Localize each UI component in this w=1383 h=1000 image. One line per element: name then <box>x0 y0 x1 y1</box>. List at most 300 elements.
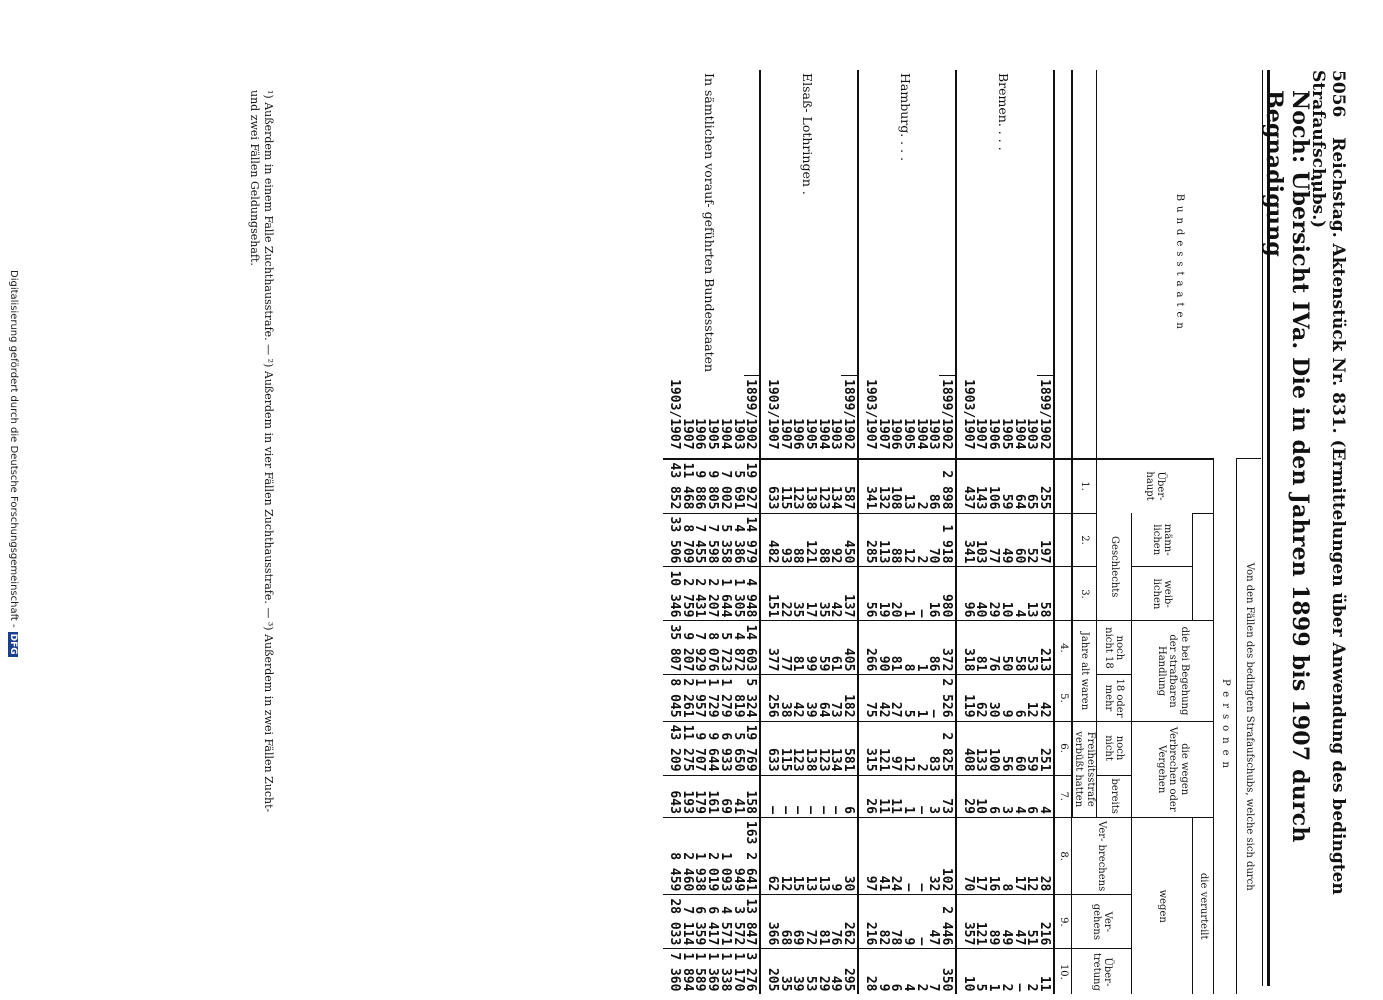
value-cell-col-7: 3 <box>927 775 940 817</box>
value-cell-col-6: 12 <box>901 721 914 775</box>
value-cell-col-8: 2 460 <box>680 817 693 894</box>
year-cell: 1907 <box>777 418 793 450</box>
value-cell-col-3: 151 <box>760 567 778 621</box>
running-head <box>1308 70 1348 1000</box>
value-cell-col-6: 5 650 <box>731 721 744 775</box>
footnote-line-1: ¹) Außerdem in einem Falle Zuchthausstrafe. — ²) Außerdem in vier Fällen Zuchthausstrafe. — ³) Außerdem in zwei Fällen Zucht- <box>262 90 275 813</box>
value-cell-col-10: 9 <box>876 949 889 995</box>
year-cell: 1903/1907 <box>960 379 976 450</box>
value-cell-col-8: 70 <box>956 817 974 894</box>
value-cell-col-9: 262 <box>841 895 858 949</box>
value-cell-col-1: 633 <box>760 459 778 513</box>
value-cell-col-1: 108 <box>889 459 902 513</box>
value-cell-col-1: 138 <box>803 459 816 513</box>
value-cell-col-7: 11 <box>889 775 902 817</box>
value-cell-col-8: 32 <box>927 817 940 894</box>
value-cell-col-5: 2 526 <box>939 675 956 721</box>
value-cell-col-3: 137 <box>841 567 858 621</box>
year-cell: 1904 <box>913 418 929 450</box>
value-cell-col-4: 405 <box>841 621 858 675</box>
value-cell-col-9: 47 <box>1012 895 1025 949</box>
value-cell-col-3: 1 <box>901 567 914 621</box>
value-cell-col-6: 581 <box>841 721 858 775</box>
value-cell-col-7: — <box>914 775 927 817</box>
verbrechens-header: Ver- brechens <box>1072 817 1132 894</box>
value-cell-col-9: 4 571 <box>718 895 731 949</box>
value-cell-col-6: 56 <box>999 721 1012 775</box>
value-cell-col-7: 3 <box>999 775 1012 817</box>
value-cell-col-2: 5 358 <box>718 513 731 567</box>
value-cell-col-6: 11 275 <box>680 721 693 775</box>
value-cell-col-6: 100 <box>986 721 999 775</box>
year-cell: 1904 <box>815 418 831 450</box>
value-cell-col-10: 7 <box>927 949 940 995</box>
value-cell-col-10: 53 <box>803 949 816 995</box>
value-cell-col-6: 133 <box>974 721 987 775</box>
wegen-verbrechen-header: die wegen Verbrechen oder Vergehen <box>1132 721 1214 817</box>
value-cell-col-7: 1 <box>901 775 914 817</box>
value-cell-col-1: 134 <box>829 459 842 513</box>
value-cell-col-5: 119 <box>956 675 974 721</box>
table-row <box>939 70 956 994</box>
year-cell: 1903 <box>1024 418 1040 450</box>
value-cell-col-7: — <box>829 775 842 817</box>
year-cell: 1899/1902 <box>744 376 761 459</box>
year-cell: 1906 <box>790 418 806 450</box>
value-cell-col-2: 88 <box>889 513 902 567</box>
value-cell-col-2: 88 <box>791 513 804 567</box>
table-row <box>744 70 761 994</box>
value-cell-col-8: 12 <box>778 817 791 894</box>
year-cell: 1907 <box>679 418 695 450</box>
year-cell: 1903 <box>828 418 844 450</box>
value-cell-col-9: 6 417 <box>705 895 718 949</box>
value-cell-col-8: 2 019 <box>705 817 718 894</box>
value-cell-col-3: 16 <box>927 567 940 621</box>
value-cell-col-1: 115 <box>778 459 791 513</box>
value-cell-col-2: 285 <box>858 513 876 567</box>
value-cell-col-3: 96 <box>956 567 974 621</box>
value-cell-col-10: 2 <box>999 949 1012 995</box>
value-cell-col-5: 5 <box>901 675 914 721</box>
value-cell-col-2: 1 918 <box>939 513 956 567</box>
value-cell-col-1: 123 <box>791 459 804 513</box>
vergehens-header: Ver- gehens <box>1072 895 1132 949</box>
achtzehn-oder-mehr-header: 18 oder mehr <box>1097 675 1132 721</box>
value-cell-col-5: 8 045 <box>663 675 680 721</box>
table-row <box>841 70 858 994</box>
column-number-3: 3. <box>1072 567 1097 621</box>
value-cell-col-10: 1 <box>986 949 999 995</box>
value-cell-col-4: 14 603 <box>744 621 761 675</box>
state-name: In sämtlichen vorauf- geführten Bundesstaaten <box>663 70 760 376</box>
value-cell-col-9: 89 <box>986 895 999 949</box>
value-cell-col-4: 59 <box>816 621 829 675</box>
value-cell-col-1: 587 <box>841 459 858 513</box>
value-cell-col-7: 10 <box>974 775 987 817</box>
state-name: Hamburg. . . . <box>858 70 956 376</box>
value-cell-col-2: 60 <box>1012 513 1025 567</box>
value-cell-col-7: 161 <box>705 775 718 817</box>
value-cell-col-5: 6 <box>1012 675 1025 721</box>
value-cell-col-8: 12 <box>1025 817 1038 894</box>
value-cell-col-6: 115 <box>778 721 791 775</box>
value-cell-col-9: 216 <box>1037 895 1054 949</box>
bei-begehung-header: die bei Begehung der strafbaren Handlung <box>1132 621 1214 721</box>
value-cell-col-3: 980 <box>939 567 956 621</box>
value-cell-col-7: 11 <box>876 775 889 817</box>
personen-header: Personen <box>1214 459 1237 995</box>
value-cell-col-7: 158 <box>744 775 761 817</box>
value-cell-col-1: 7 002 <box>718 459 731 513</box>
value-cell-col-7: 6 <box>986 775 999 817</box>
year-cell: 1903/1907 <box>667 379 683 450</box>
value-cell-col-4: 81 <box>974 621 987 675</box>
value-cell-col-5: 42 <box>791 675 804 721</box>
blank-number-cell <box>1054 567 1072 621</box>
value-cell-col-10: 35 <box>778 949 791 995</box>
value-cell-col-3: 42 <box>829 567 842 621</box>
value-cell-col-9: 13 847 <box>744 895 761 949</box>
value-cell-col-8: 62 <box>760 817 778 894</box>
value-cell-col-9: — <box>914 895 927 949</box>
statistics-table <box>663 70 1261 994</box>
value-cell-col-5: 42 <box>1037 675 1054 721</box>
value-cell-col-3: 1 644 <box>718 567 731 621</box>
value-cell-col-4: 8 <box>901 621 914 675</box>
value-cell-col-7: — <box>778 775 791 817</box>
value-cell-col-4: 35 807 <box>663 621 680 675</box>
value-cell-col-2: 450 <box>841 513 858 567</box>
value-cell-col-6: 408 <box>956 721 974 775</box>
value-cell-col-6: 43 209 <box>663 721 680 775</box>
value-cell-col-7: — <box>816 775 829 817</box>
value-cell-col-2: 8 709 <box>680 513 693 567</box>
value-cell-col-2: 12 <box>901 513 914 567</box>
value-cell-col-8: 28 <box>1037 817 1054 894</box>
value-cell-col-2: 482 <box>760 513 778 567</box>
column-number-1: 1. <box>1072 459 1097 513</box>
value-cell-col-9: 78 <box>889 895 902 949</box>
value-cell-col-7: 26 <box>858 775 876 817</box>
year-cell: 1905 <box>998 418 1014 450</box>
value-cell-col-10: 1 170 <box>731 949 744 995</box>
value-cell-col-10: 11 <box>1037 949 1054 995</box>
column-number-8: 8. <box>1054 817 1072 894</box>
value-cell-col-1: 123 <box>816 459 829 513</box>
value-cell-col-3: 4 948 <box>744 567 761 621</box>
value-cell-col-6: 9 707 <box>693 721 706 775</box>
value-cell-col-4: 372 <box>939 621 956 675</box>
die-verurteilt-header: die verurteilt <box>1193 817 1214 994</box>
value-cell-col-3: 10 <box>999 567 1012 621</box>
value-cell-col-8: 13 <box>816 817 829 894</box>
value-cell-col-2: 88 <box>816 513 829 567</box>
year-cell: 1905 <box>803 418 819 450</box>
table-title: Noch: Übersicht IVa. Die in den Jahren 1899 bis 1907 durch Begnadigung <box>1261 90 1313 843</box>
value-cell-col-8: 163 2 641 <box>744 817 761 894</box>
value-cell-col-2: 7 455 <box>693 513 706 567</box>
value-cell-col-6: 138 <box>803 721 816 775</box>
value-cell-col-10: 205 <box>760 949 778 995</box>
value-cell-col-10: 350 <box>939 949 956 995</box>
value-cell-col-2: 49 <box>999 513 1012 567</box>
footnotes <box>247 90 275 812</box>
value-cell-col-5: 182 <box>841 675 858 721</box>
year-cell: 1903 <box>926 418 942 450</box>
value-cell-col-4: 213 <box>1037 621 1054 675</box>
column-number-9: 9. <box>1054 895 1072 949</box>
value-cell-col-9: 6 359 <box>693 895 706 949</box>
column-number-2: 2. <box>1072 513 1097 567</box>
value-cell-col-4: 81 <box>791 621 804 675</box>
value-cell-col-5: 27 <box>889 675 902 721</box>
value-cell-col-1: 2 898 <box>939 459 956 513</box>
value-cell-col-7: — <box>760 775 778 817</box>
value-cell-col-10: 49 <box>829 949 842 995</box>
noch-nicht-18-header: noch nicht 18 <box>1097 621 1132 675</box>
value-cell-col-7: 73 <box>939 775 956 817</box>
value-cell-col-8: 8 459 <box>663 817 680 894</box>
blank-number-cell <box>1054 513 1072 567</box>
value-cell-col-7: 29 <box>956 775 974 817</box>
value-cell-col-2: 341 <box>956 513 974 567</box>
value-cell-col-3: 58 <box>1037 567 1054 621</box>
value-cell-col-9: 49 <box>999 895 1012 949</box>
value-cell-col-2: 70 <box>927 513 940 567</box>
value-cell-col-8: 30 <box>841 817 858 894</box>
value-cell-col-5: 1 <box>914 675 927 721</box>
value-cell-col-10: — <box>1012 949 1025 995</box>
year-cell: 1899/1902 <box>939 376 956 459</box>
year-cell: 1903/1907 <box>764 379 780 450</box>
state-name: Elsaß- Lothringen . <box>760 70 858 376</box>
value-cell-col-1: 64 <box>1012 459 1025 513</box>
value-cell-col-2: 77 <box>986 513 999 567</box>
value-cell-col-8: 1 938 <box>693 817 706 894</box>
value-cell-col-3: 2 431 <box>693 567 706 621</box>
value-cell-col-1: 86 <box>927 459 940 513</box>
value-cell-col-6: 6 933 <box>718 721 731 775</box>
value-cell-col-7: — <box>791 775 804 817</box>
value-cell-col-2: 7 598 <box>705 513 718 567</box>
wegen-header: wegen <box>1132 817 1193 994</box>
value-cell-col-2: 33 506 <box>663 513 680 567</box>
value-cell-col-5: 75 <box>858 675 876 721</box>
value-cell-col-8: 13 <box>803 817 816 894</box>
value-cell-col-6: 123 <box>791 721 804 775</box>
value-cell-col-6: 134 <box>829 721 842 775</box>
value-cell-col-7: 6 <box>1025 775 1038 817</box>
states-column-header: Bundesstaaten <box>1097 70 1262 459</box>
value-cell-col-6: 60 <box>1012 721 1025 775</box>
value-cell-col-5: 1 957 <box>693 675 706 721</box>
value-cell-col-10: 10 <box>956 949 974 995</box>
value-cell-col-10: 2 <box>1025 949 1038 995</box>
value-cell-col-1: 255 <box>1037 459 1054 513</box>
value-cell-col-5: 12 <box>1025 675 1038 721</box>
value-cell-col-5: — <box>927 675 940 721</box>
value-cell-col-9: 216 <box>858 895 876 949</box>
value-cell-col-10: 6 <box>889 949 902 995</box>
value-cell-col-8: 949 <box>731 817 744 894</box>
value-cell-col-6: 2 <box>914 721 927 775</box>
value-cell-col-1: 9 886 <box>693 459 706 513</box>
value-cell-col-7: 4 <box>1037 775 1054 817</box>
value-cell-col-5: 39 <box>803 675 816 721</box>
value-cell-col-3: 35 <box>791 567 804 621</box>
value-cell-col-9: 51 <box>1025 895 1038 949</box>
value-cell-col-5: 1 729 <box>705 675 718 721</box>
value-cell-col-3: 1 305 <box>731 567 744 621</box>
value-cell-col-6: 251 <box>1037 721 1054 775</box>
value-cell-col-4: 5 723 <box>718 621 731 675</box>
value-cell-col-1: 2 <box>914 459 927 513</box>
value-cell-col-3: 2 759 <box>680 567 693 621</box>
value-cell-col-4: 58 <box>1012 621 1025 675</box>
value-cell-col-9: 47 <box>927 895 940 949</box>
value-cell-col-10: 39 <box>791 949 804 995</box>
year-cell: 1903 <box>730 418 746 450</box>
value-cell-col-9: 9 <box>901 895 914 949</box>
table-row <box>1037 70 1054 994</box>
value-cell-col-3: 2 207 <box>705 567 718 621</box>
value-cell-col-10: 1 894 <box>680 949 693 995</box>
column-number-6: 6. <box>1054 721 1072 775</box>
value-cell-col-10: 2 <box>914 949 927 995</box>
value-cell-col-10: 28 <box>858 949 876 995</box>
page-number: 5056 <box>1328 70 1348 118</box>
value-cell-col-8: — <box>901 817 914 894</box>
value-cell-col-1: 43 852 <box>663 459 680 513</box>
value-cell-col-10: 1 369 <box>705 949 718 995</box>
year-cell: 1907 <box>973 418 989 450</box>
year-cell: 1899/1902 <box>841 376 858 459</box>
value-cell-col-9: 81 <box>816 895 829 949</box>
value-cell-col-2: 113 <box>876 513 889 567</box>
value-cell-col-3: 17 <box>803 567 816 621</box>
value-cell-col-5: 73 <box>829 675 842 721</box>
value-cell-col-10: 7 360 <box>663 949 680 995</box>
year-cell: 1905 <box>705 418 721 450</box>
table-header <box>1054 70 1261 994</box>
value-cell-col-3: 56 <box>858 567 876 621</box>
states-number-cell <box>1054 70 1072 459</box>
value-cell-col-4: 61 <box>829 621 842 675</box>
value-cell-col-1: 19 927 <box>744 459 761 513</box>
value-cell-col-10: 3 276 <box>744 949 761 995</box>
value-cell-col-7: 4 <box>1012 775 1025 817</box>
dfg-logo: DFG <box>8 633 18 655</box>
table-body <box>663 70 1054 994</box>
value-cell-col-3: 29 <box>986 567 999 621</box>
year-cell: 1907 <box>875 418 891 450</box>
year-cell: 1906 <box>986 418 1002 450</box>
value-cell-col-5: 256 <box>760 675 778 721</box>
digitization-credit <box>8 270 19 657</box>
value-cell-col-7: 643 <box>663 775 680 817</box>
value-cell-col-8: 24 <box>889 817 902 894</box>
value-cell-col-10: 29 <box>816 949 829 995</box>
value-cell-col-1: 143 <box>974 459 987 513</box>
value-cell-col-9: 82 <box>876 895 889 949</box>
value-cell-col-4: 50 <box>999 621 1012 675</box>
column-number-5: 5. <box>1054 675 1072 721</box>
value-cell-col-3: — <box>914 567 927 621</box>
value-cell-col-4: 77 <box>778 621 791 675</box>
blank-header <box>1193 513 1214 621</box>
value-cell-col-4: 377 <box>760 621 778 675</box>
value-cell-col-4: 8 076 <box>705 621 718 675</box>
value-cell-col-7: 193 <box>680 775 693 817</box>
value-cell-col-4: 7 929 <box>693 621 706 675</box>
value-cell-col-8: 102 <box>939 817 956 894</box>
value-cell-col-1: 9 805 <box>705 459 718 513</box>
value-cell-col-9: 28 033 <box>663 895 680 949</box>
value-cell-col-8: 17 <box>974 817 987 894</box>
value-cell-col-4: 318 <box>956 621 974 675</box>
value-cell-col-10: 295 <box>841 949 858 995</box>
value-cell-col-2: 2 <box>914 513 927 567</box>
value-cell-col-4: 90 <box>876 621 889 675</box>
bereits-header: bereits <box>1097 775 1132 817</box>
value-cell-col-6: 19 769 <box>744 721 761 775</box>
value-cell-col-5: 38 <box>778 675 791 721</box>
value-cell-col-4: 99 <box>803 621 816 675</box>
value-cell-col-4: 9 207 <box>680 621 693 675</box>
value-cell-col-3: 20 <box>889 567 902 621</box>
year-cell: 1904 <box>717 418 733 450</box>
value-cell-col-9: 366 <box>760 895 778 949</box>
value-cell-col-6: 123 <box>816 721 829 775</box>
value-cell-col-8: 8 <box>999 817 1012 894</box>
value-cell-col-2: 93 <box>778 513 791 567</box>
value-cell-col-2: 52 <box>1025 513 1038 567</box>
value-cell-col-5: 1 279 <box>718 675 731 721</box>
value-cell-col-4: 1 <box>914 621 927 675</box>
value-cell-col-5: 819 <box>731 675 744 721</box>
value-cell-col-1: 11 468 <box>680 459 693 513</box>
value-cell-col-2: 197 <box>1037 513 1054 567</box>
value-cell-col-8: 9 <box>829 817 842 894</box>
top-banner-header: Von den Fällen des bedingten Strafaufschubs, welche sich durch <box>1237 459 1262 995</box>
uebertretung-header: Über- tretung <box>1072 949 1132 995</box>
column-number-4: 4. <box>1054 621 1072 675</box>
value-cell-col-9: 2 446 <box>939 895 956 949</box>
value-cell-col-6: 633 <box>760 721 778 775</box>
value-cell-col-8: 15 <box>791 817 804 894</box>
value-cell-col-4: 81 <box>889 621 902 675</box>
value-cell-col-9: 69 <box>791 895 804 949</box>
value-cell-col-1: 341 <box>858 459 876 513</box>
value-cell-col-4: 266 <box>858 621 876 675</box>
value-cell-col-5: 9 <box>999 675 1012 721</box>
noch-nicht-header: noch nicht <box>1097 721 1132 775</box>
state-name: Bremen. . . . <box>956 70 1054 376</box>
value-cell-col-10: 1 589 <box>693 949 706 995</box>
value-cell-col-9: 7 114 <box>680 895 693 949</box>
ueberhaupt-header: Über- haupt <box>1097 459 1214 513</box>
value-cell-col-9: 72 <box>803 895 816 949</box>
running-head-text: Reichstag. Aktenstück Nr. 831. (Ermittelungen über Anwendung des bedingten Strafaufschubs.) <box>1308 70 1348 895</box>
value-cell-col-5: 42 <box>876 675 889 721</box>
blank-number-cell <box>1054 459 1072 513</box>
value-cell-col-6: 97 <box>889 721 902 775</box>
value-cell-col-6: 315 <box>858 721 876 775</box>
value-cell-col-7: 41 <box>731 775 744 817</box>
column-number-7: 7. <box>1054 775 1072 817</box>
value-cell-col-7: 69 <box>718 775 731 817</box>
